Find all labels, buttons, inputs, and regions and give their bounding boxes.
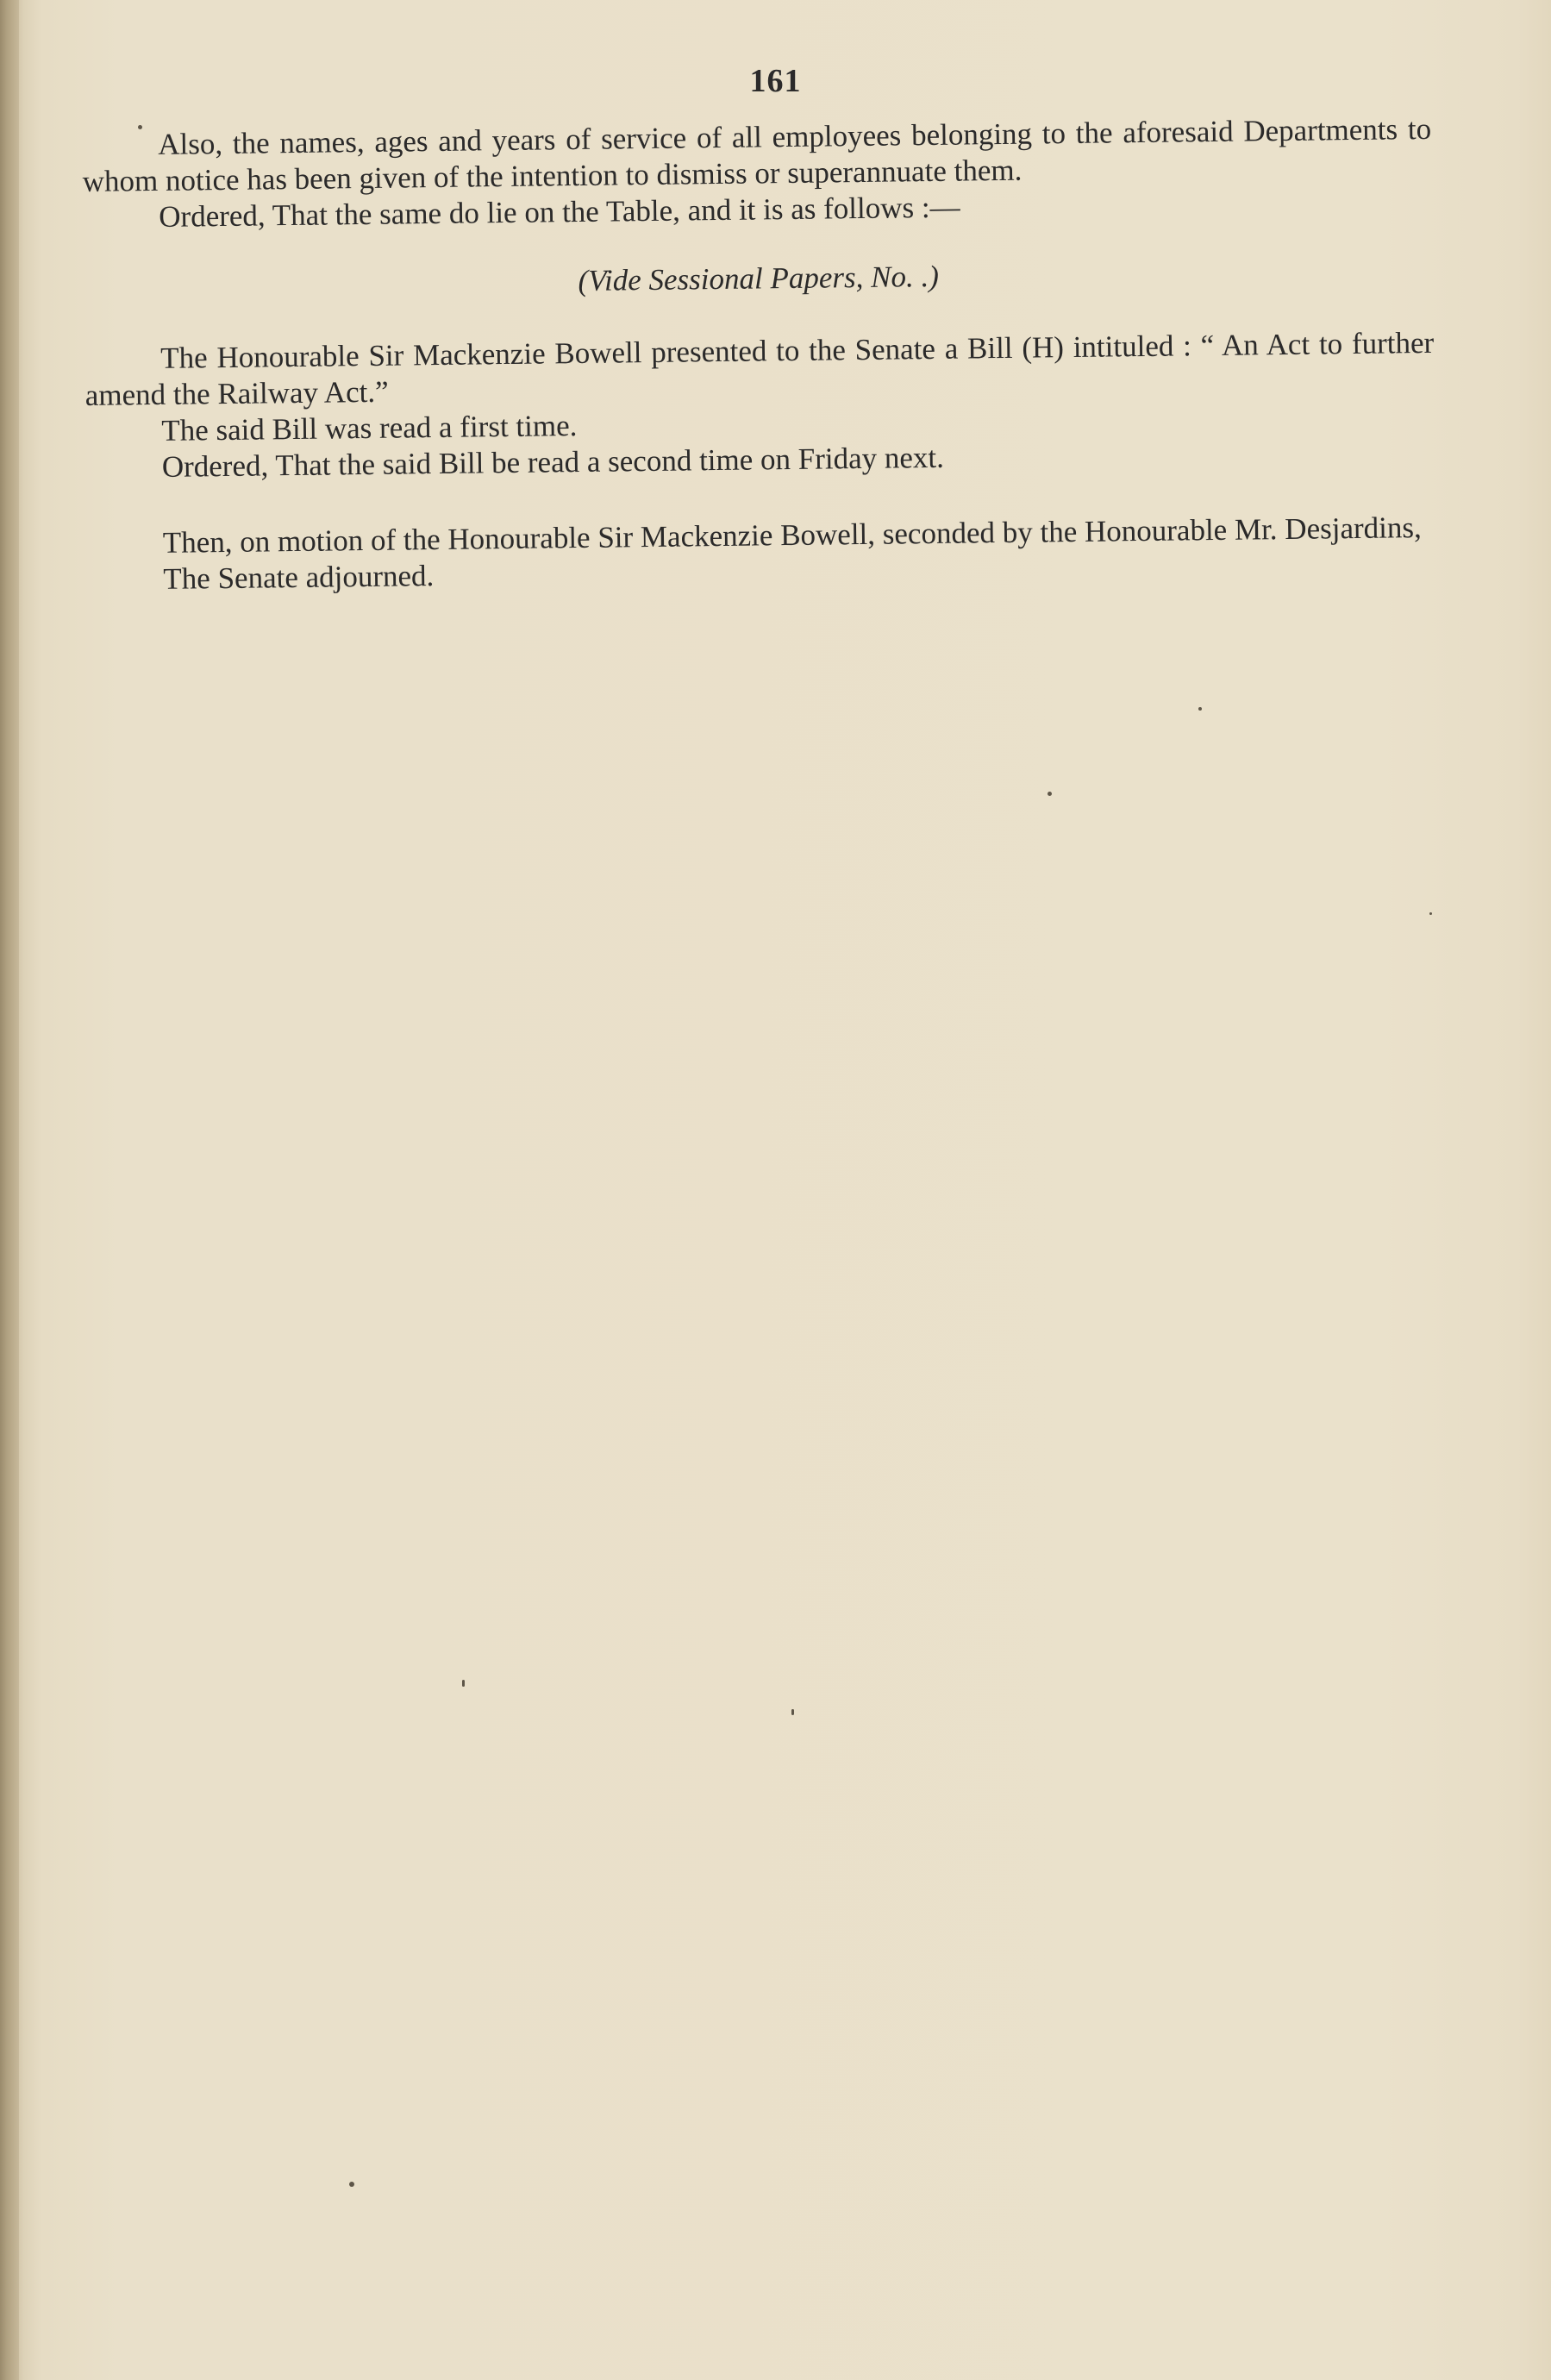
paper-speck	[791, 1709, 794, 1715]
paragraph-second-reading-order: Ordered, That the said Bill be read a second time on Friday next.	[161, 440, 945, 484]
paper-speck	[349, 2182, 354, 2187]
paper-speck	[462, 1680, 465, 1687]
journal-text	[82, 111, 1437, 598]
paragraph-employees-list: Also, the names, ages and years of service of all employees belonging to the aforesaid Departments to whom notice has been given of the intention to dismiss or superannuate them.	[82, 111, 1432, 198]
paper-speck	[1198, 707, 1202, 711]
sessional-papers-reference: (Vide Sessional Papers, No. .)	[578, 259, 940, 298]
paragraph-ordered-table: Ordered, That the same do lie on the Table, and it is as follows :—	[159, 190, 960, 234]
paragraph-bill-presented: The Honourable Sir Mackenzie Bowell presented to the Senate a Bill (H) intituled : “ An Act to further amend the Railway Act.”	[84, 325, 1435, 412]
binding-gutter	[0, 0, 19, 2380]
paper-speck	[138, 125, 142, 129]
paragraph-first-reading: The said Bill was read a first time.	[161, 409, 578, 448]
paragraph-motion-adjourn: Then, on motion of the Honourable Sir Mackenzie Bowell, seconded by the Honourable Mr. Desjardins,	[162, 510, 1422, 560]
paper-speck	[1048, 792, 1052, 796]
paragraph-senate-adjourned: The Senate adjourned.	[163, 559, 435, 596]
paper-speck	[1429, 912, 1432, 915]
page-number: 161	[749, 63, 802, 99]
